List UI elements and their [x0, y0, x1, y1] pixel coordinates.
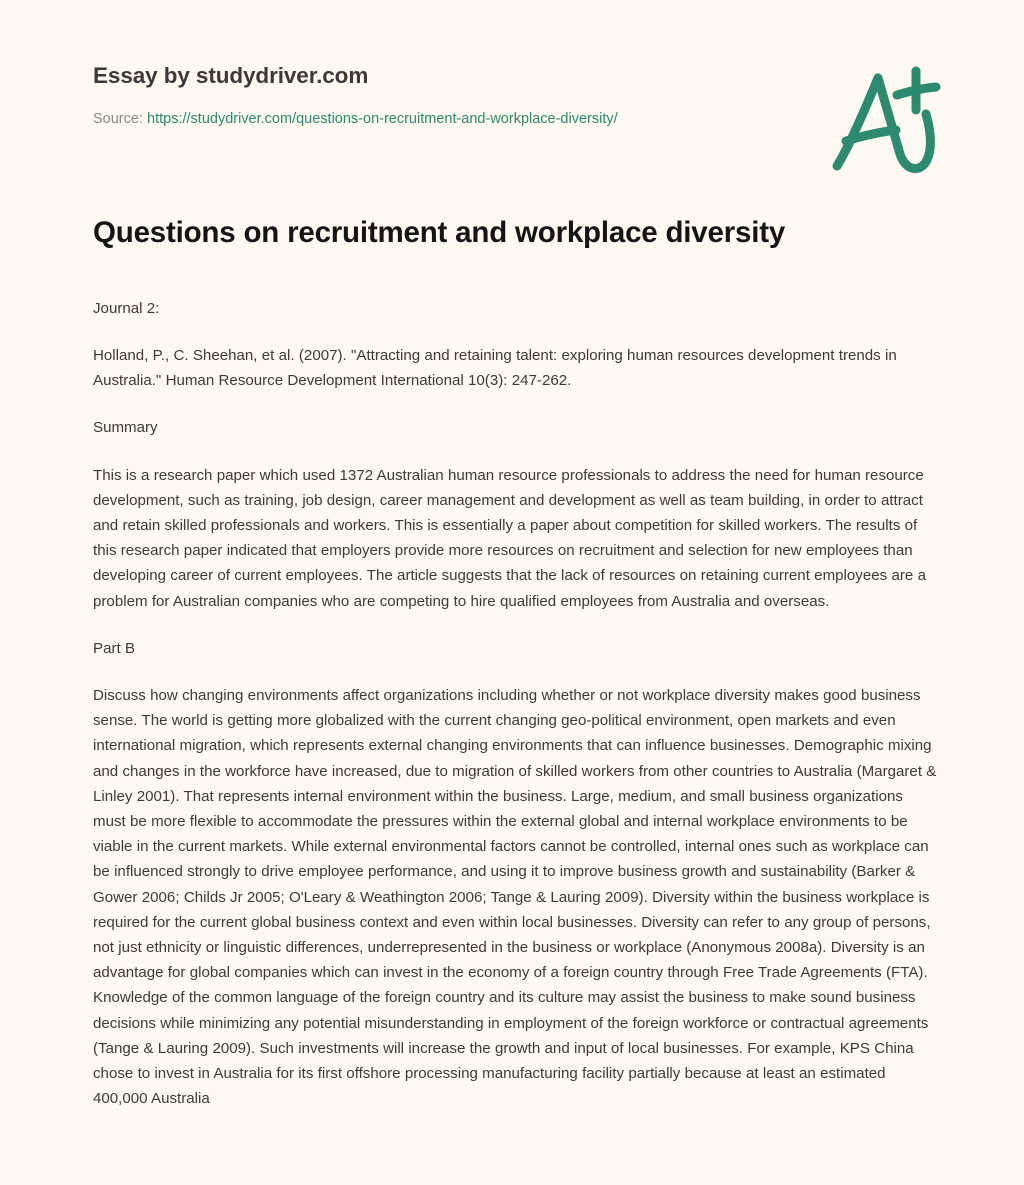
part-b-paragraph: Discuss how changing environments affect organizations including whether or not workplace diversity makes good business sense. The world is getting more globalized with the current changing geo-political environment, open markets and even international migration, which represents external changing environments that can influence businesses. Demographic mixing and changes in the workforce have increased, due to migration of skilled workers from other countries to Australia (Margaret & Linley 2001). That represents internal environment within the business. Large, medium, and small business organizations must be more flexible to accommodate the pressures within the external global and internal workplace environments to be viable in the current markets. While external environmental factors cannot be controlled, internal ones such as workplace can be influenced strongly to drive employee performance, and using it to improve business growth and sustainability (Barker & Gower 2006; Childs Jr 2005; O'Leary & Weathington 2006; Tange & Lauring 2009). Diversity within the business workplace is required for the current global business context and even within local businesses. Diversity can refer to any group of persons, not just ethnicity or linguistic differences, underrepresented in the business or workplace (Anonymous 2008a). Diversity is an advantage for global companies which can invest in the economy of a foreign country through Free Trade Agreements (FTA). Knowledge of the common language of the foreign country and its culture may assist the business to make sound business decisions while minimizing any potential misunderstanding in employment of the foreign workforce or contractual agreements (Tange & Lauring 2009). Such investments will increase the growth and input of local businesses. For example, KPS China chose to invest in Australia for its first offshore processing manufacturing facility partially because at least an estimated 400,000 Australia — [93, 686, 937, 1108]
page-title: Questions on recruitment and workplace diversity — [93, 215, 786, 249]
document-header — [0, 0, 1024, 129]
a-plus-logo-icon — [826, 62, 946, 180]
document-body — [0, 296, 938, 1112]
part-b-label: Part B — [93, 639, 136, 657]
brand-title: Essay by studydriver.com — [93, 63, 369, 88]
source-url-link[interactable]: https://studydriver.com/questions-on-recruitment-and-workplace-diversity/ — [147, 111, 618, 127]
source-label: Source: — [93, 111, 143, 127]
summary-paragraph: This is a research paper which used 1372 Australian human resource professionals to address the need for human resource development, such as training, job design, career management and development as well as team building, in order to attract and retain skilled professionals and workers. This is essentially a paper about competition for skilled workers. The results of this research paper indicated that employers provide more resources on recruitment and selection for new employees than developing career of current employees. The article suggests that the lack of resources on retaining current employees are a problem for Australian companies who are competing to hire qualified employees from Australia and overseas. — [93, 466, 926, 610]
summary-label: Summary — [93, 419, 158, 437]
journal-label: Journal 2: — [93, 299, 160, 317]
citation-paragraph: Holland, P., C. Sheehan, et al. (2007). "Attracting and retaining talent: exploring human resources development trends in Australia." Human Resource Development International 10(3): 247-262. — [93, 346, 897, 390]
